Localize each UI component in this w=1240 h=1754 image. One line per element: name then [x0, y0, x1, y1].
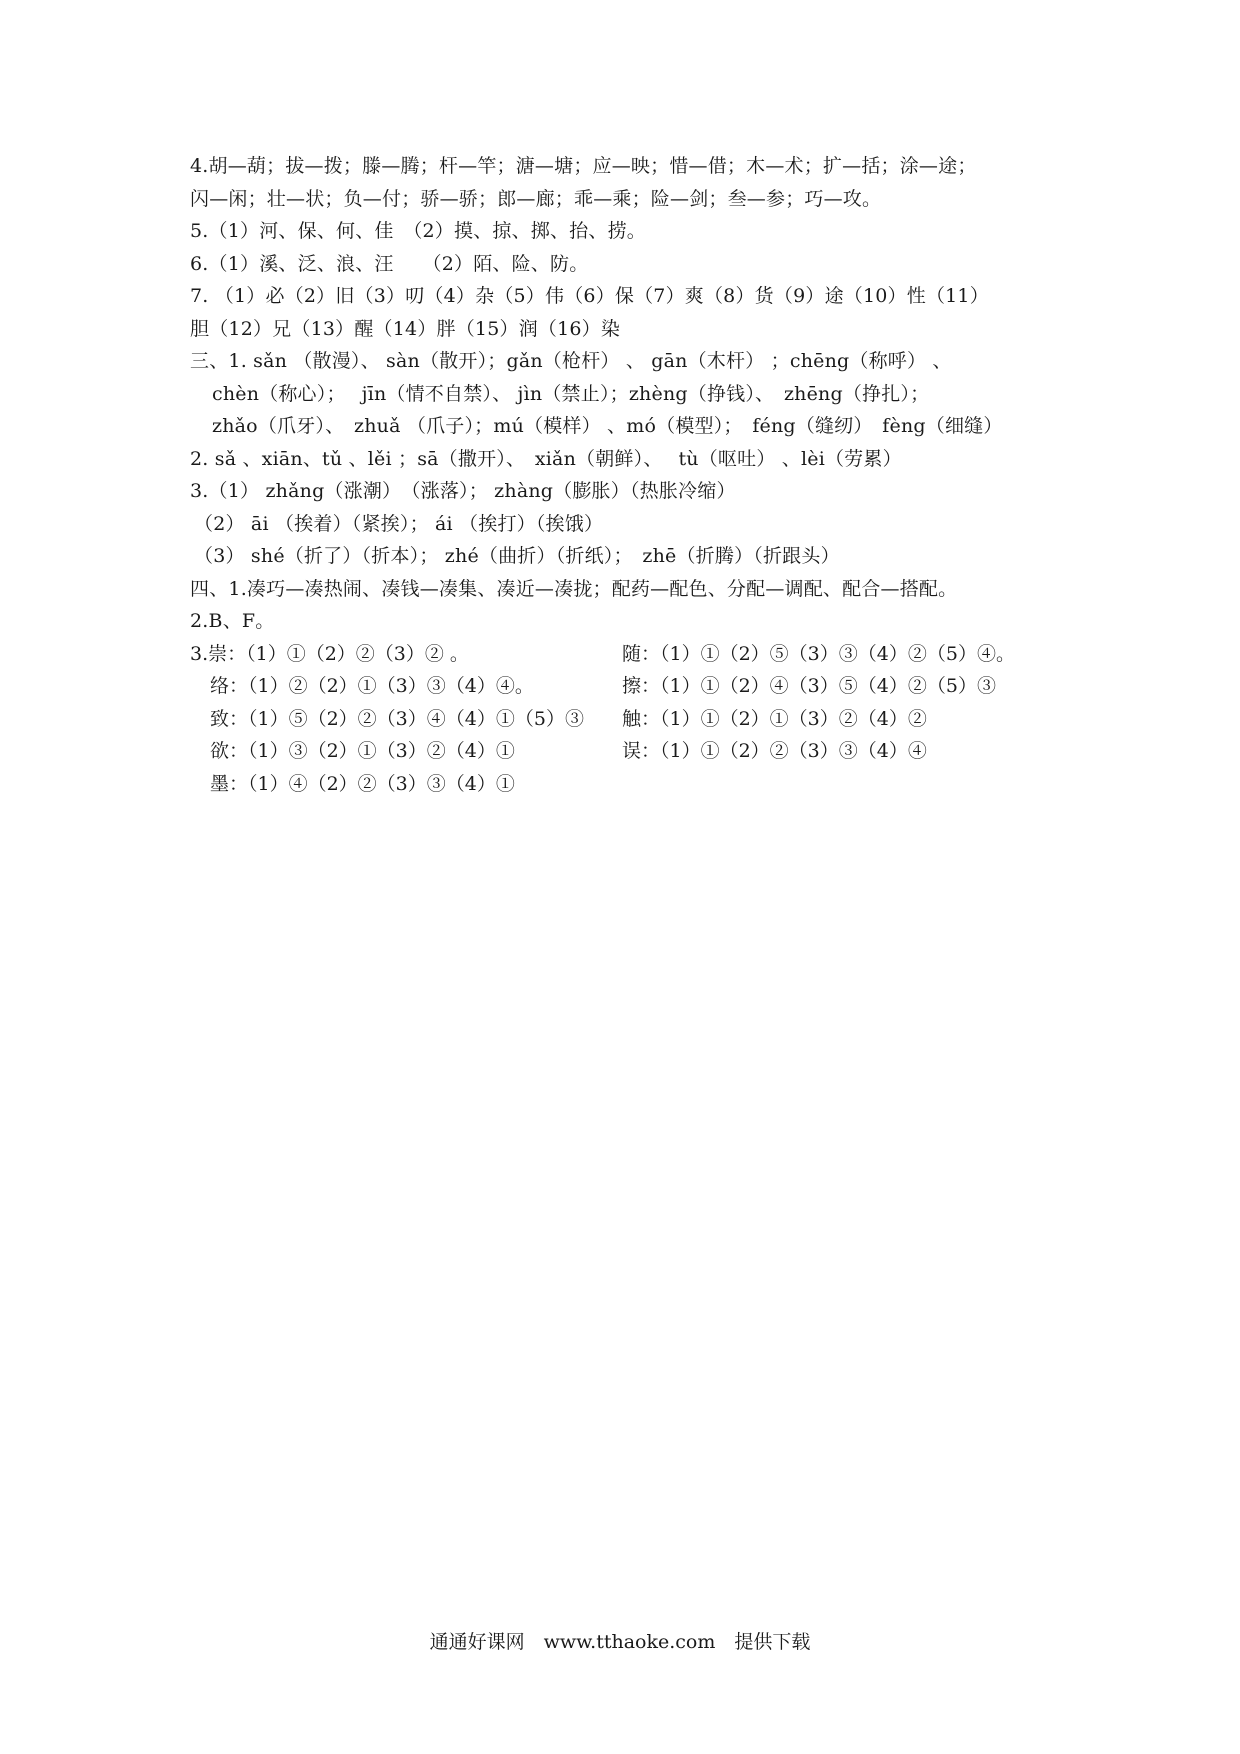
- answer-line: chèn（称心）； jīn（情不自禁）、 jìn（禁止）；zhèng（挣钱）、 zhēng（挣扎）；: [212, 382, 930, 405]
- answer-line: zhǎo（爪牙）、 zhuǎ （爪子）；mú（模样） 、mó（模型）； féng（缝纫） fèng（细缝）: [212, 415, 1003, 437]
- answer-line: 2.B、F。: [190, 610, 275, 632]
- answer-line: 2. sǎ 、xiān、tǔ 、lěi ；sā（撒开）、 xiǎn（朝鲜）、 tù（呕吐） 、lèi（劳累）: [190, 447, 902, 470]
- answer-pair-row: [190, 735, 1070, 768]
- answer-key-body: [190, 150, 1070, 800]
- answer-pair-row: [190, 638, 1070, 671]
- answer-line: 4.胡—葫；拔—拨；滕—腾；杆—竿；溏—塘；应—映；惜—借；木—术；扩—括；涂—途；: [190, 155, 977, 177]
- answer-pair-row: [190, 768, 1070, 801]
- answer-pair-right: 擦：（1）①（2）④（3）⑤（4）②（5）③: [622, 675, 996, 697]
- answer-pair-right: 误：（1）①（2）②（3）③（4）④: [622, 740, 927, 762]
- answer-pair-left: 欲：（1）③（2）①（3）②（4）①: [210, 740, 515, 762]
- page-footer: 通通好课网 www.tthaoke.com 提供下载: [429, 1631, 811, 1653]
- answer-line: 7. （1）必（2）旧（3）叨（4）杂（5）伟（6）保（7）爽（8）货（9）途（10）性（11）: [190, 285, 989, 307]
- answer-pair-right: 触：（1）①（2）①（3）②（4）②: [622, 707, 927, 730]
- answer-line: 闪—闲；壮—状；负—付；骄—骄；郎—廊；乖—乘；险—剑；叁—参；巧—攻。: [190, 187, 882, 210]
- answer-line: 三、1. sǎn （散漫）、 sàn（散开）；gǎn（枪杆） 、 gān（木杆） ；chēng（称呼） 、: [190, 350, 952, 372]
- answer-line: 3.（1） zhǎng（涨潮） （涨落）； zhàng（膨胀）（热胀冷缩）: [190, 480, 736, 502]
- answer-pair-right: [622, 768, 1070, 801]
- answer-line: 5.（1）河、保、何、佳 （2）摸、掠、掷、抬、捞。: [190, 220, 647, 242]
- answer-pair-left: 络：（1）②（2）①（3）③（4）④。: [210, 675, 534, 697]
- answer-pair-row: [190, 670, 1070, 703]
- answer-line: （2） āi （挨着）（紧挨）； ái （挨打）（挨饿）: [194, 512, 604, 535]
- answer-line: 6.（1）溪、泛、浪、汪 （2）陌、险、防。: [190, 252, 589, 275]
- answer-line: （3） shé（折了）（折本）； zhé（曲折）（折纸）； zhē（折腾）（折跟头）: [194, 545, 840, 567]
- answer-pair-row: [190, 703, 1070, 736]
- answer-pair-left: 墨：（1）④（2）②（3）③（4）①: [210, 772, 515, 795]
- answer-pair-left: 3.崇：（1）①（2）②（3）② 。: [190, 642, 469, 665]
- answer-line: 四、1.凑巧—凑热闹、凑钱—凑集、凑近—凑拢；配药—配色、分配—调配、配合—搭配。: [190, 577, 958, 600]
- answer-pair-left: 致：（1）⑤（2）②（3）④（4）①（5）③: [210, 707, 584, 730]
- answer-pair-right: 随：（1）①（2）⑤（3）③（4）②（5）④。: [622, 642, 1015, 665]
- answer-line: 胆（12）兄（13）醒（14）胖（15）润（16）染: [190, 317, 621, 340]
